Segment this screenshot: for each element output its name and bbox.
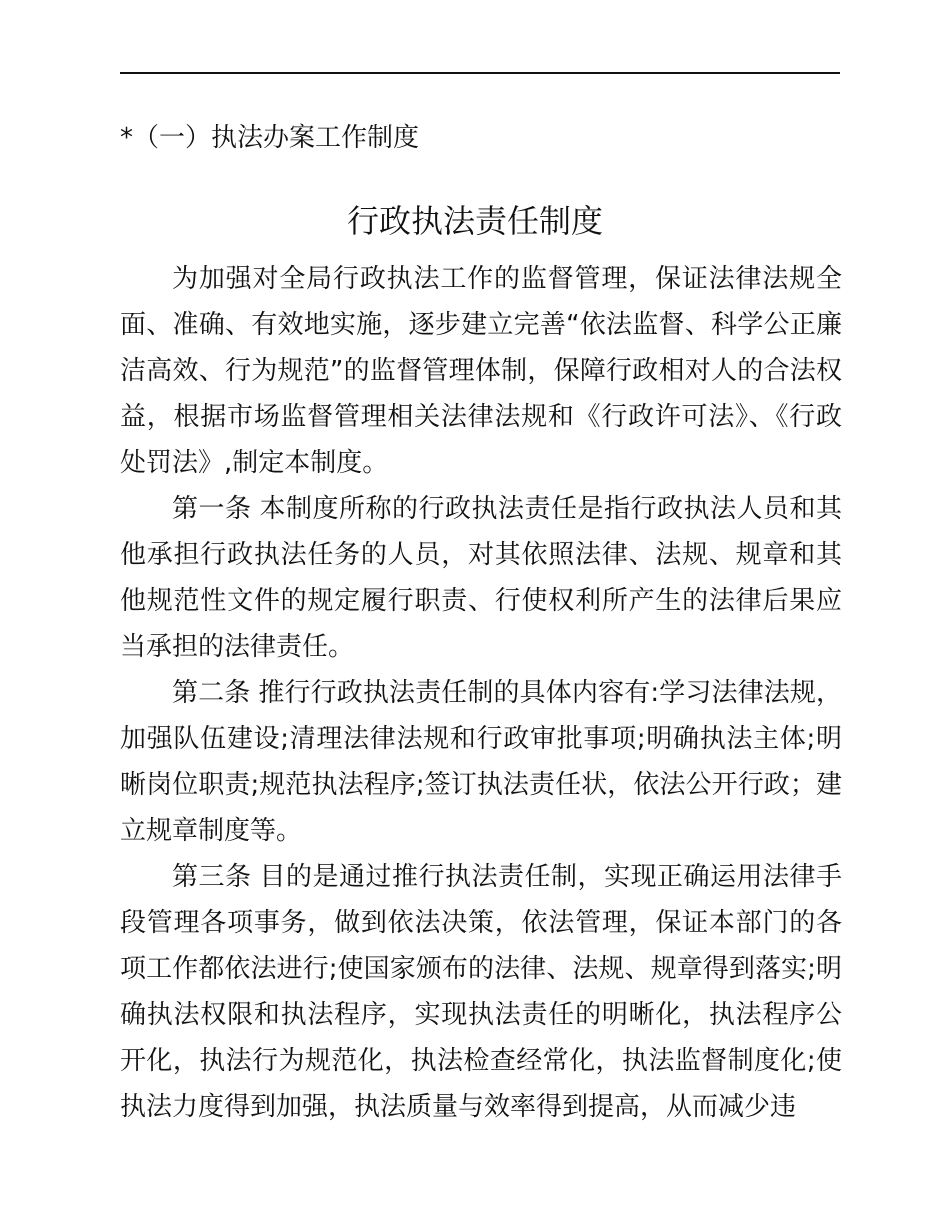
article-3	[120, 854, 842, 1130]
article-1-text: 本制度所称的行政执法责任是指行政执法人员和其他承担行政执法任务的人员，对其依照法律、法规、规章和其他规范性文件的规定履行职责、行使权利所产生的法律后果应当承担的法律责任。	[120, 494, 842, 662]
article-1	[120, 486, 842, 670]
section-heading: *（一）执法办案工作制度	[120, 123, 420, 153]
article-2-text: 推行行政执法责任制的具体内容有:学习法律法规，加强队伍建设;清理法律法规和行政审批事项;明确执法主体;明晰岗位职责;规范执法程序;签订执法责任状，依法公开行政；建立规章制度等。	[120, 678, 842, 846]
article-3-label: 第三条	[172, 862, 252, 892]
intro-paragraph: 为加强对全局行政执法工作的监督管理，保证法律法规全面、准确、有效地实施，逐步建立完善“依法监督、科学公正廉洁高效、行为规范”的监督管理体制，保障行政相对人的合法权益，根据市场监督管理相关法律法规和《行政许可法》、《行政处罚法》,制定本制度。	[120, 264, 842, 478]
document-title: 行政执法责任制度	[346, 202, 603, 240]
document-body	[120, 256, 842, 1130]
header-rule	[120, 72, 840, 74]
article-1-label: 第一条	[172, 494, 252, 524]
article-3-text: 目的是通过推行执法责任制，实现正确运用法律手段管理各项事务，做到依法决策，依法管理，保证本部门的各项工作都依法进行;使国家颁布的法律、法规、规章得到落实;明确执法权限和执法程序，实现执法责任的明晰化，执法程序公开化，执法行为规范化，执法检查经常化，执法监督制度化;使执法力度得到加强，执法质量与效率得到提高，从而减少违	[120, 862, 842, 1122]
article-2-label: 第二条	[172, 678, 251, 708]
article-2	[120, 670, 842, 854]
